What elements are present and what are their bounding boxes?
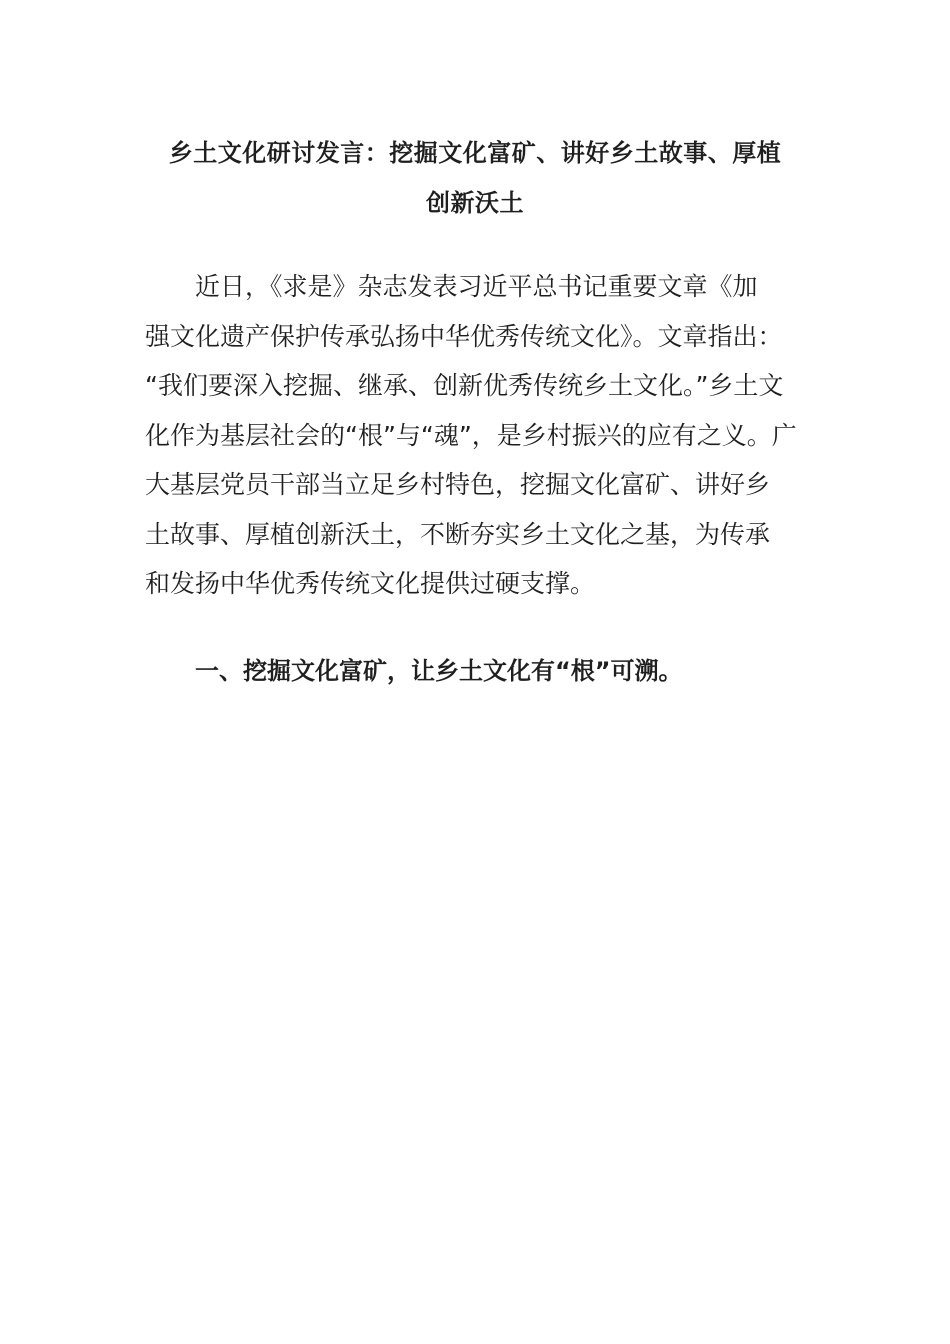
paragraph-line: “我们要深入挖掘、继承、创新优秀传统乡土文化。”乡土文 [145, 371, 784, 400]
document-title [145, 128, 805, 228]
title-line-2: 创新沃土 [426, 189, 524, 217]
title-line-1: 乡土文化研讨发言：挖掘文化富矿、讲好乡土故事、厚植 [168, 139, 782, 167]
intro-paragraph [145, 262, 805, 609]
paragraph-line: 和发扬中华优秀传统文化提供过硬支撑。 [145, 569, 596, 598]
paragraph-line: 土故事、厚植创新沃土，不断夯实乡土文化之基，为传承 [145, 519, 771, 549]
paragraph-line: 强文化遗产保护传承弘扬中华优秀传统文化》。文章指出： [145, 321, 783, 351]
paragraph-line: 近日，《求是》杂志发表习近平总书记重要文章《加 [195, 272, 758, 301]
section-heading: 一、挖掘文化富矿，让乡土文化有“根”可溯。 [195, 657, 683, 685]
paragraph-line: 大基层党员干部当立足乡村特色，挖掘文化富矿、讲好乡 [145, 470, 771, 499]
paragraph-line: 化作为基层社会的“根”与“魂”，是乡村振兴的应有之义。广 [145, 420, 797, 450]
